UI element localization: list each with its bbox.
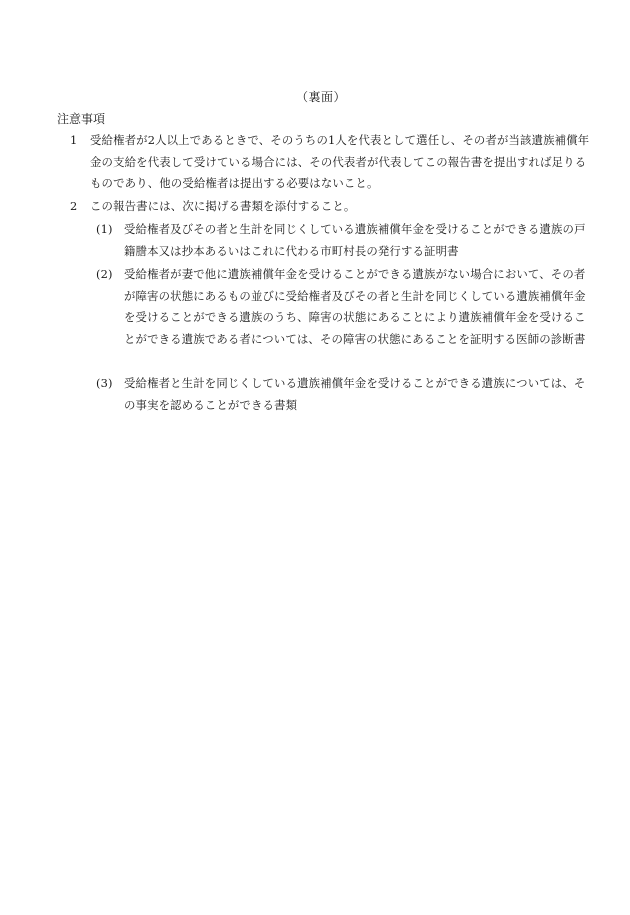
note-item-number: 2	[70, 199, 78, 213]
attachment-item-number: (1)	[96, 222, 113, 236]
notes-heading: 注意事項	[57, 112, 106, 126]
attachment-item-number: (2)	[96, 267, 113, 281]
note-item-1	[70, 130, 590, 195]
attachment-item-number: (3)	[96, 376, 113, 390]
attachment-item-text: 受給権者が妻で他に遺族補償年金を受けることができる遺族がない場合において、その者が障害の状態にあるもの並びに受給権者及びその者と生計を同じくしている遺族補償年金を受けることができる遺族のうち、障害の状態にあることにより遺族補償年金を受けることができる遺族である者については、その障害の状態にあることを証明する医師の診断書	[124, 267, 586, 346]
attachment-item-3	[96, 373, 590, 416]
attachment-item-text: 受給権者と生計を同じくしている遺族補償年金を受けることができる遺族については、その事実を認めることができる書類	[124, 376, 586, 412]
attachment-item-1	[96, 219, 590, 262]
page-side-label: （裏面）	[296, 90, 347, 104]
note-item-number: 1	[70, 133, 78, 147]
attachment-item-2	[96, 264, 590, 350]
note-item-text: この報告書には、次に掲げる書類を添付すること。	[90, 199, 356, 213]
note-item-text: 受給権者が2人以上であるときで、そのうちの1人を代表として選任し、その者が当該遺族補償年金の支給を代表して受けている場合には、その代表者が代表してこの報告書を提出すれば足りるものであり、他の受給権者は提出する必要はないこと。	[90, 133, 590, 190]
attachment-item-text: 受給権者及びその者と生計を同じくしている遺族補償年金を受けることができる遺族の戸籍謄本又は抄本あるいはこれに代わる市町村長の発行する証明書	[124, 222, 586, 258]
note-item-2	[70, 196, 590, 218]
